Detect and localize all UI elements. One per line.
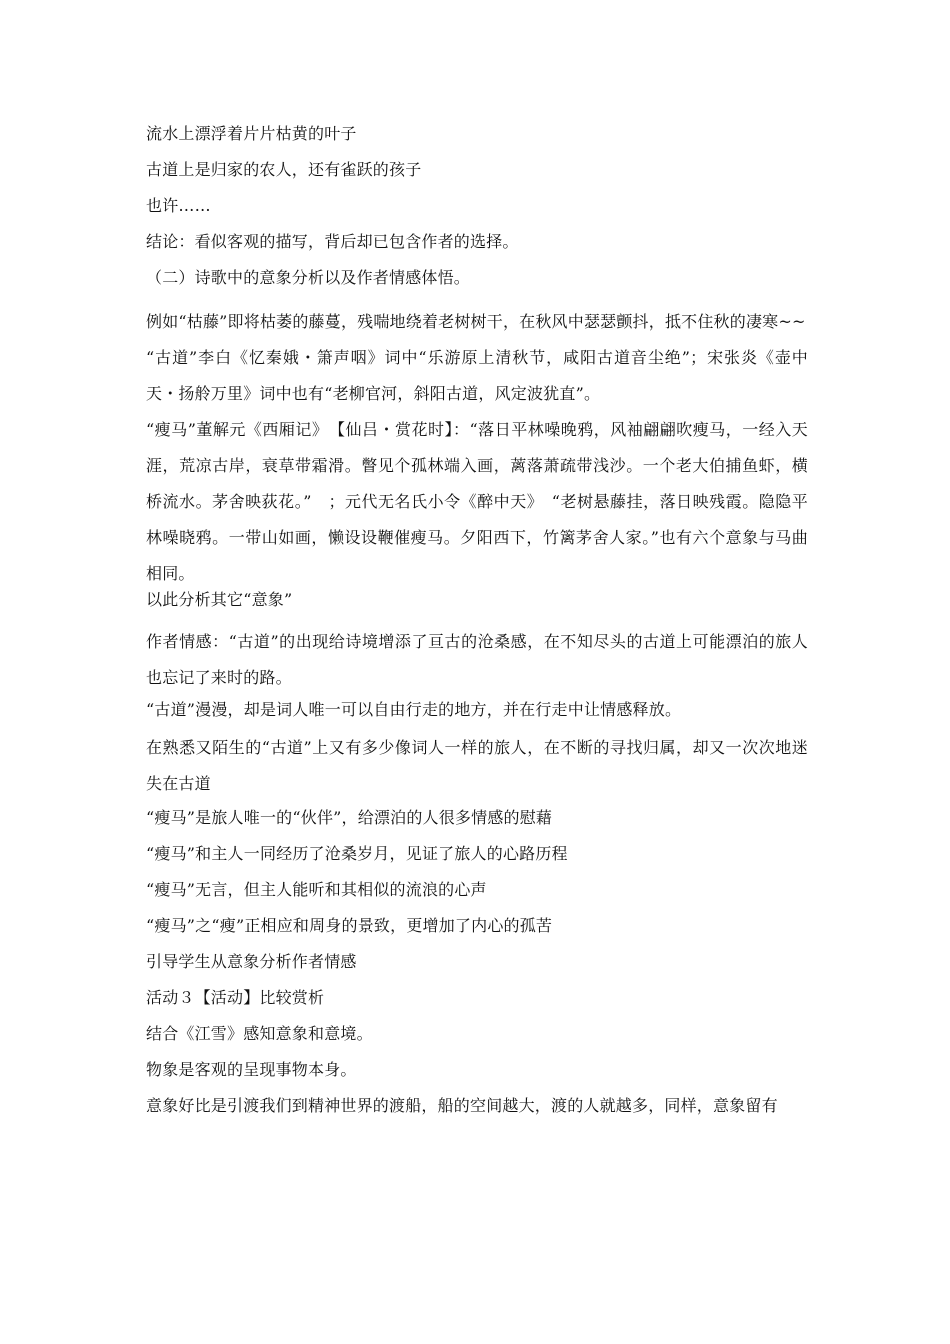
paragraph-15: “瘦马”无言，但主人能听和其相似的流浪的心声	[146, 880, 487, 899]
paragraph-7: “古道”李白《忆秦娥・箫声咽》词中“乐游原上清秋节，咸阳古道音尘绝”；宋张炎《壶中天・扬舲万里》词中也有“老柳官河，斜阳古道，风定波犹直”。	[146, 348, 808, 403]
paragraph-14: “瘦马”和主人一同经历了沧桑岁月，见证了旅人的心路历程	[146, 844, 568, 863]
paragraph-9: 以此分析其它“意象”	[146, 590, 293, 609]
paragraph-10: 作者情感：“古道”的出现给诗境增添了亘古的沧桑感，在不知尽头的古道上可能漂泊的旅人也忘记了来时的路。	[146, 632, 808, 687]
paragraph-18: 活动３【活动】比较赏析	[146, 988, 325, 1007]
paragraph-5: （二）诗歌中的意象分析以及作者情感体悟。	[146, 268, 471, 287]
paragraph-8: “瘦马”董解元《西厢记》 【仙吕・赏花时】：“落日平林噪晚鸦，风袖翩翩吹瘦马，一经入天涯，荒凉古岸，衰草带霜滑。瞥见个孤林端入画，蓠落萧疏带浅沙。一个老大伯捕鱼虾，横桥流水。茅舍映荻花。” ；元代无名氏小令《醉中天》 “老树悬藤挂，落日映残霞。隐隐平林噪晓鸦。一带山如画，懒设设鞭催瘦马。夕阳西下，竹篱茅舍人家。”也有六个意象与马曲相同。	[146, 420, 808, 583]
paragraph-6: 例如“枯藤”即将枯萎的藤蔓，残喘地绕着老树树干，在秋风中瑟瑟颤抖，抵不住秋的凄寒~~	[146, 312, 806, 331]
paragraph-12: 在熟悉又陌生的“古道”上又有多少像词人一样的旅人，在不断的寻找归属，却又一次次地迷失在古道	[146, 738, 808, 793]
paragraph-11: “古道”漫漫，却是词人唯一可以自由行走的地方，并在行走中让情感释放。	[146, 700, 682, 719]
paragraph-20: 物象是客观的呈现事物本身。	[146, 1060, 357, 1079]
paragraph-16: “瘦马”之“瘦”正相应和周身的景致，更增加了内心的孤苦	[146, 916, 553, 935]
paragraph-2: 古道上是归家的农人，还有雀跃的孩子	[146, 160, 422, 179]
paragraph-19: 结合《江雪》感知意象和意境。	[146, 1024, 373, 1043]
paragraph-21: 意象好比是引渡我们到精神世界的渡船，船的空间越大，渡的人就越多，同样，意象留有	[146, 1096, 778, 1115]
paragraph-13: “瘦马”是旅人唯一的“伙伴”，给漂泊的人很多情感的慰藉	[146, 808, 553, 827]
document-body	[146, 124, 808, 1132]
paragraph-17: 引导学生从意象分析作者情感	[146, 952, 357, 971]
paragraph-3: 也许……	[146, 196, 211, 215]
paragraph-1: 流水上漂浮着片片枯黄的叶子	[146, 124, 357, 143]
paragraph-4: 结论：看似客观的描写，背后却已包含作者的选择。	[146, 232, 519, 251]
